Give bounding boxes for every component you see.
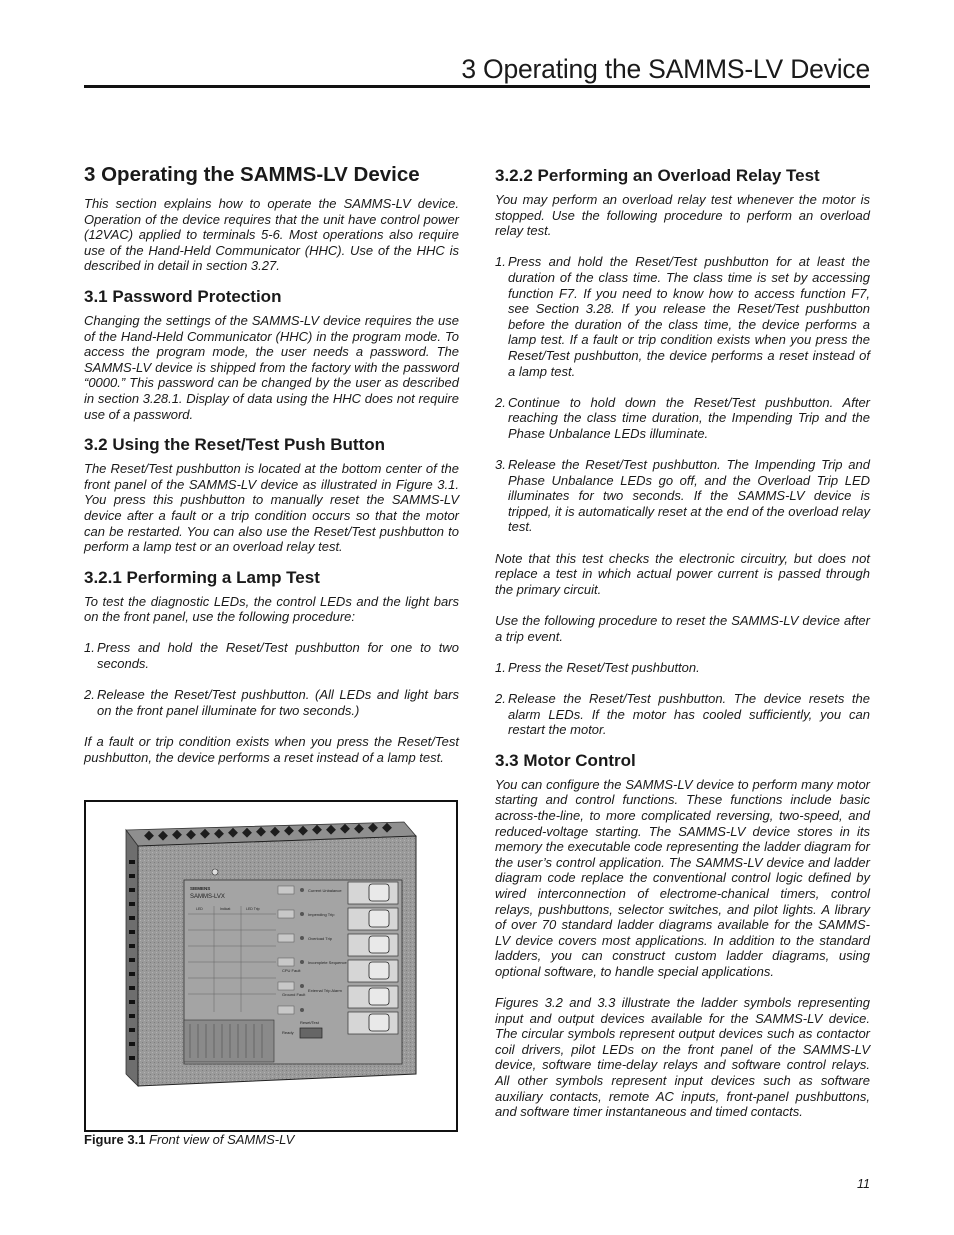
list-text: Continue to hold down the Reset/Test pushbutton. After reaching the class time duration, the Impending Trip and the Phase Unbalance LEDs illuminate.: [508, 394, 870, 441]
figure-col-head: LED: [196, 907, 203, 911]
list-number: 2.: [495, 691, 506, 706]
overload-test-step-1: [495, 254, 870, 379]
section-3-2-text: The Reset/Test pushbutton is located at the bottom center of the front panel of the SAMMS-LV device as illustrated in Figure 3.1. You press this pushbutton to manually reset the SAMMS-LV device after a fault or a trip condition occurs so that the motor can be restarted. You can also use the Reset/Test pushbutton to perform a lamp test or an overload relay test.: [84, 461, 459, 555]
page-number: 11: [857, 1177, 870, 1191]
section-3-2-1-title: 3.2.1 Performing a Lamp Test: [84, 567, 320, 587]
left-column: [84, 162, 459, 765]
overload-test-step-3: [495, 457, 870, 535]
list-text: Press and hold the Reset/Test pushbutton for one to two seconds.: [97, 640, 459, 672]
section-3-2-2-intro: You may perform an overload relay test whenever the motor is stopped. Use the following procedure to perform an overload relay test.: [495, 192, 870, 239]
section-3-3-paragraph-2: Figures 3.2 and 3.3 illustrate the ladder symbols representing input and output devices available for the SAMMS-LV device. The circular symbols represent output devices such as contactor coil drivers, pilot LEDs on the front panel of the SAMMS-LV device, software time-delay relays and software control relays. All other symbols represent input devices such as software auxiliary contacts, remote AC inputs, front-panel pushbuttons, and software timer instantaneous and timed contacts.: [495, 995, 870, 1120]
section-3-1-text: Changing the settings of the SAMMS-LV device requires the use of the Hand-Held Communicator (HHC) in the program mode. To access the program mode, the user needs a password. The SAMMS-LV device is shipped from the factory with the password “0000.” This password can be changed by the user as described in section 3.28.1. Display of data using the HHC does not require use of a password.: [84, 312, 459, 422]
overload-test-note: Note that this test checks the electronic circuitry, but does not replace a test in which actual power current is passed through the primary circuit.: [495, 550, 870, 597]
caption-label: Figure 3.1: [84, 1132, 146, 1147]
figure-3-1: [84, 800, 458, 1132]
list-number: 3.: [495, 457, 506, 473]
figure-caption: [84, 1132, 294, 1148]
figure-led-label: Reset/Test: [300, 1020, 319, 1025]
list-number: 1.: [495, 254, 506, 270]
list-text: Press and hold the Reset/Test pushbutton for at least the duration of the class time. The class time is set by accessing function F7. If you need to know how to access function F7, see Section 3.28. If you release the Reset/Test pushbutton before the duration of the class time, the device performs a lamp test. If a fault or trip condition exists when you press the Reset/Test pushbutton, the device performs a reset instead of a lamp test.: [508, 254, 870, 379]
reset-procedure-intro: Use the following procedure to reset the SAMMS-LV device after a trip event.: [495, 613, 870, 644]
list-number: 2.: [84, 687, 95, 703]
figure-led-label: Ground Fault: [282, 992, 306, 997]
figure-led-label: Impending Trip: [308, 912, 335, 917]
figure-led-label: CPU Fault: [282, 968, 301, 973]
list-number: 1.: [495, 659, 506, 675]
list-number: 2.: [495, 394, 506, 410]
lamp-test-step-2: [84, 687, 459, 718]
caption-text: Front view of SAMMS-LV: [149, 1132, 295, 1147]
intro-paragraph: This section explains how to operate the SAMMS-LV device. Operation of the device requires that the unit have control power (12VAC) applied to terminals 5-6. Most operations also require use of the Hand-Held Communicator (HHC). Use of the HHC is described in detail in section 3.27.: [84, 196, 459, 274]
overload-test-step-2: [495, 395, 870, 442]
figure-col-head: LED Trip: [246, 907, 260, 911]
samms-lv-device-illustration: [86, 802, 456, 1130]
list-number: 1.: [84, 640, 95, 656]
section-3-3-paragraph-1: You can configure the SAMMS-LV device to perform many motor starting and control functions. These functions include basic across-the-line, to more complicated reversing, two-speed, and reduced-voltage starting. The SAMMS-LV device stores in its memory the executable code representing the ladder diagram for the user’s control application. The SAMMS-LV device and ladder diagram code replace the conventional control logic defined by wired interconnection of electrome-chanical timers, control relays, pushbuttons, selector switches, and pilot lights. A library of over 70 standard ladder diagrams available for the SAMMS-LV device covers most applications. In addition to the standard ladders, you can construct custom ladder diagrams, using optional software, to handle special applications.: [495, 776, 870, 979]
section-3-3-title: 3.3 Motor Control: [495, 750, 636, 770]
list-text: Release the Reset/Test pushbutton. (All LEDs and light bars on the front panel illuminate for two seconds.): [97, 687, 459, 718]
figure-brand: SIEMENS: [190, 886, 211, 891]
lamp-test-step-1: [84, 640, 459, 671]
figure-led-label: External Trip Alarm: [308, 988, 342, 993]
figure-col-head: Indicat: [220, 907, 231, 911]
figure-model: SAMMS-LVX: [190, 894, 225, 900]
section-3-1-title: 3.1 Password Protection: [84, 286, 282, 306]
list-text: Release the Reset/Test pushbutton. The Impending Trip and Phase Unbalance LEDs go off, and the Overload Trip LED illuminates for two seconds. If the SAMMS-LV device is tripped, it is automatically reset at the end of the overload relay test.: [508, 457, 870, 535]
section-3-2-1-intro: To test the diagnostic LEDs, the control LEDs and the light bars on the front panel, use the following procedure:: [84, 593, 459, 625]
figure-led-label: Current Unbalance: [308, 888, 342, 893]
list-text: Release the Reset/Test pushbutton. The device resets the alarm LEDs. If the motor has cooled sufficiently, you can restart the motor.: [508, 691, 870, 738]
figure-led-label: Ready: [282, 1030, 294, 1035]
lamp-test-note: If a fault or trip condition exists when you press the Reset/Test pushbutton, the device performs a reset instead of a lamp test.: [84, 734, 459, 765]
figure-led-label: Incomplete Sequence: [308, 960, 347, 965]
header-rule: [84, 85, 870, 88]
reset-step-1: [495, 660, 870, 676]
section-3-2-2-title: 3.2.2 Performing an Overload Relay Test: [495, 166, 820, 185]
running-header: 3 Operating the SAMMS-LV Device: [461, 54, 870, 84]
list-text: Press the Reset/Test pushbutton.: [508, 659, 700, 675]
reset-step-2: [495, 691, 870, 738]
section-3-2-title: 3.2 Using the Reset/Test Push Button: [84, 435, 386, 455]
figure-led-label: Overload Trip: [308, 936, 333, 941]
right-column: [495, 162, 870, 1120]
chapter-title: 3 Operating the SAMMS-LV Device: [84, 163, 420, 186]
